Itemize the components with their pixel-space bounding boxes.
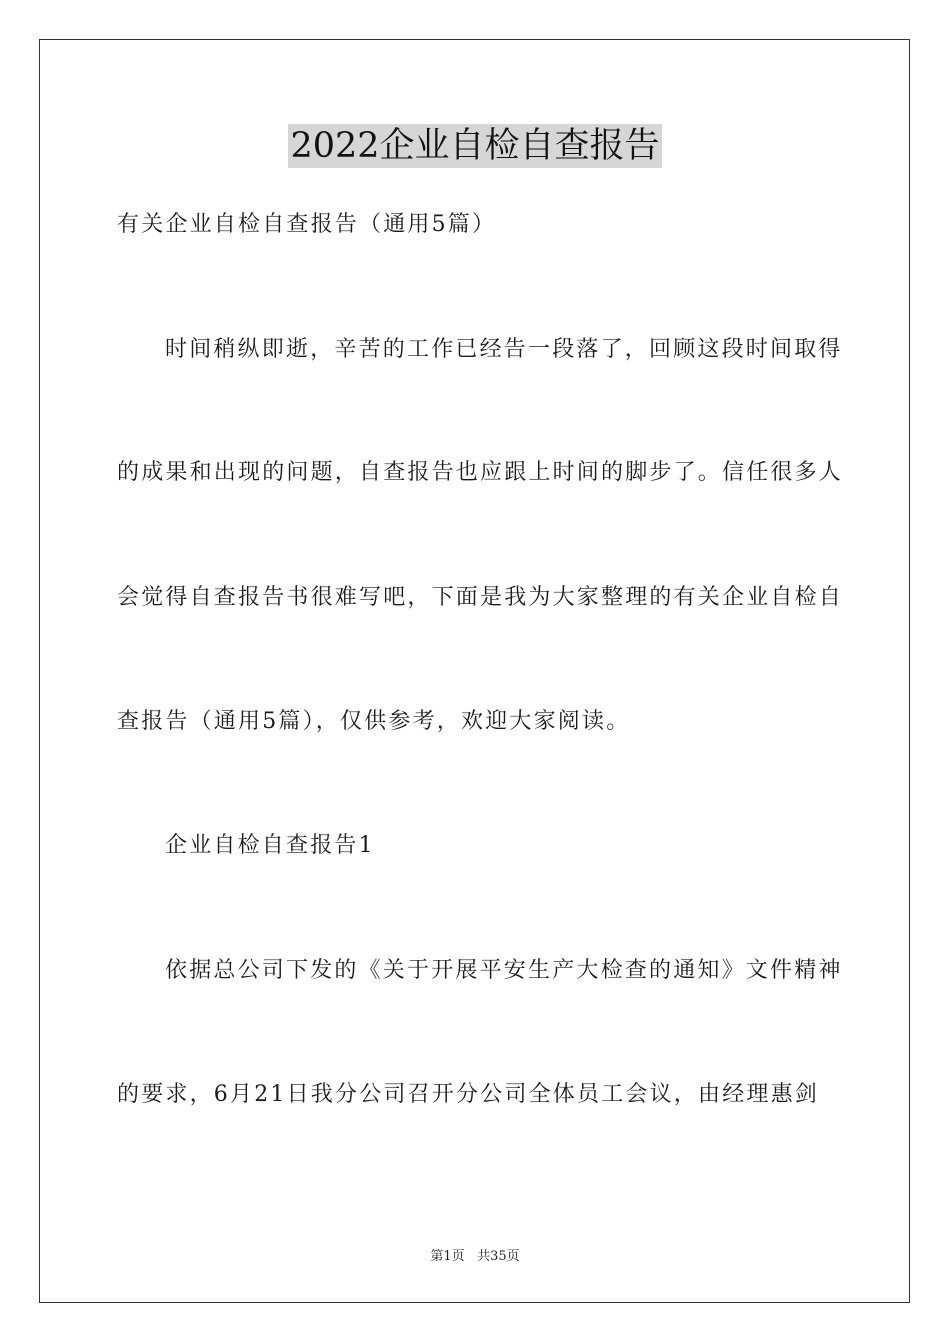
page-footer [0,1248,950,1266]
paragraph-line-3: 会觉得自查报告书很难写吧，下面是我为大家整理的有关企业自检自 [117,585,844,610]
page-number: 第1页 [430,1249,465,1264]
section-heading: 企业自检自查报告1 [165,833,375,858]
document-title: 2022企业自检自查报告 [290,126,660,166]
paragraph-line-5: 依据总公司下发的《关于开展平安生产大检查的通知》文件精神 [165,958,843,983]
paragraph-line-2: 的成果和出现的问题，自查报告也应跟上时间的脚步了。信任很多人 [117,460,844,485]
paragraph-line-6: 的要求，6月21日我分公司召开分公司全体员工会议，由经理惠剑 [117,1082,819,1107]
document-subtitle: 有关企业自检自查报告（通用5篇） [117,212,497,237]
paragraph-line-4: 查报告（通用5篇），仅供参考，欢迎大家阅读。 [117,709,631,734]
title-wrap [0,124,950,168]
paragraph-line-1: 时间稍纵即逝，辛苦的工作已经告一段落了，回顾这段时间取得 [165,337,843,362]
page-total: 共35页 [477,1249,520,1264]
